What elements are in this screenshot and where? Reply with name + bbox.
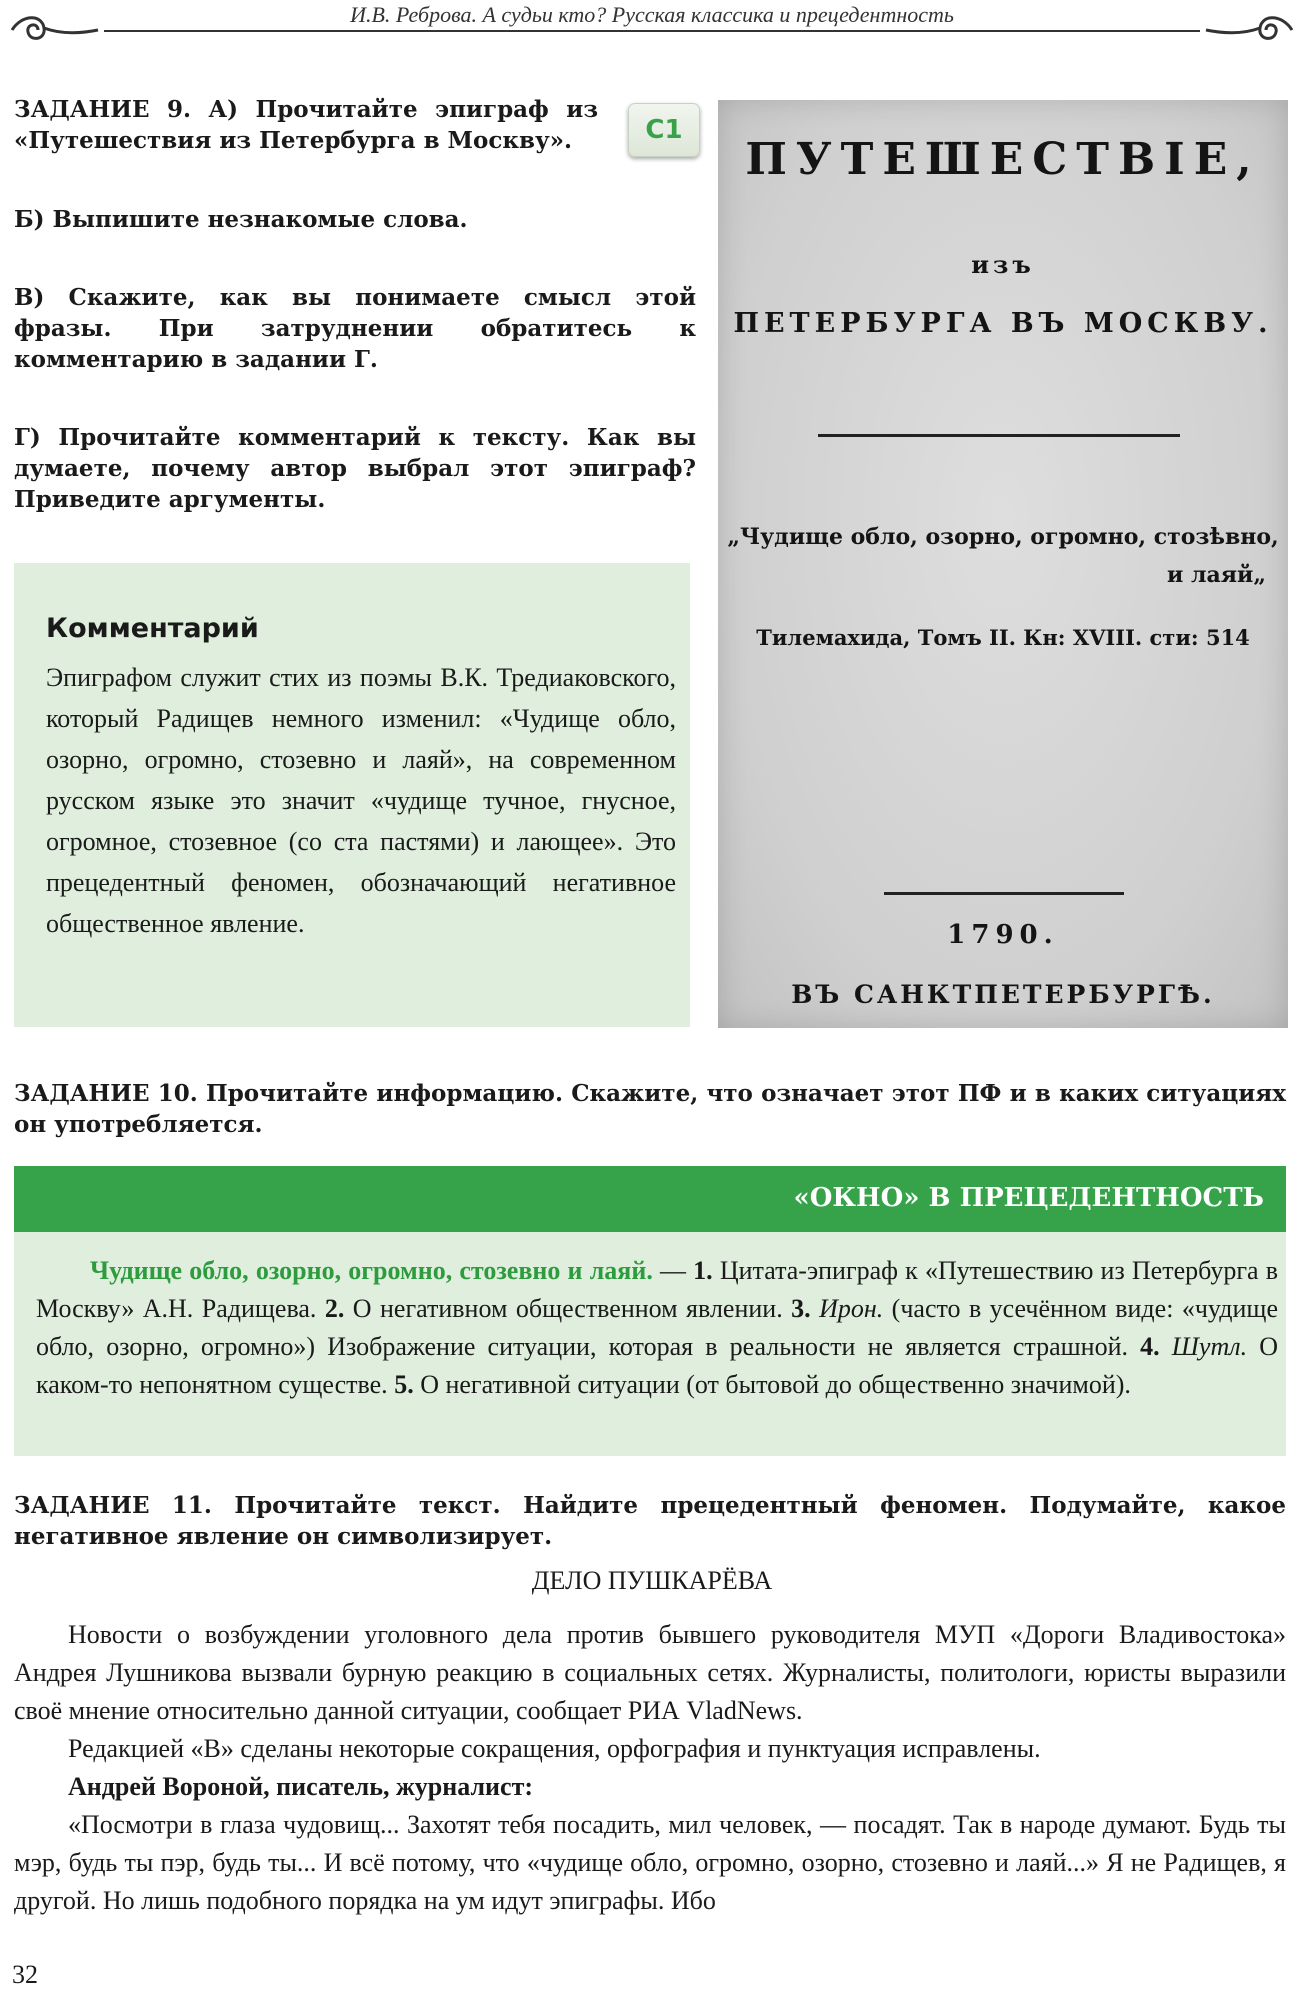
title-page-epigraph-line2: и лаяй„ <box>1167 562 1266 588</box>
article-title: ДЕЛО ПУШКАРЁВА <box>531 1566 773 1595</box>
title-page-cities: ПЕТЕРБУРГА ВЪ МОСКВУ. <box>733 308 1273 339</box>
title-page-epigraph-line1: „Чудище обло, озорно, огромно, стозѣвно, <box>727 524 1279 550</box>
comment-heading: Комментарий <box>46 613 259 644</box>
window-header <box>14 1166 1286 1232</box>
article-paragraph-2: Редакцией «В» сделаны некоторые сокращения, орфография и пунктуация исправлены. <box>68 1734 1041 1763</box>
book-title-page-image <box>718 100 1288 1028</box>
window-header-label: «ОКНО» В ПРЕЦЕДЕНТНОСТЬ <box>793 1183 1264 1213</box>
title-page-iz: изъ <box>971 250 1035 279</box>
precedent-phrase: Чудище обло, озорно, огромно, стозевно и лаяй. <box>90 1256 653 1285</box>
window-definition: Чудище обло, озорно, огромно, стозевно и лаяй. — 1. Цитата-эпиграф к «Путешествию из Петербурга в Москву» А.Н. Радищева. 2. О негативном общественном явлении. 3. Ирон. (часто в усечённом виде: «чудище обло, озорно, огромно») Изображение ситуации, которая в реальности не является страшной. 4. Шутл. О каком-то непонятном существе. 5. О негативной ситуации (от бытовой до общественно значимой). <box>36 1256 1279 1399</box>
task10-text: ЗАДАНИЕ 10. Прочитайте информацию. Скажите, что означает этот ПФ и в каких ситуациях он употребляется. <box>14 1080 1286 1138</box>
title-page-title: ПУТЕШЕСТВІЕ, <box>745 134 1261 185</box>
article-author: Андрей Вороной, писатель, журналист: <box>68 1772 534 1801</box>
title-page-year: 1790. <box>947 920 1059 950</box>
title-page-place: ВЪ САНКТПЕТЕРБУРГѢ. <box>791 980 1215 1009</box>
header-rule <box>104 30 1200 32</box>
article-paragraph-1: Новости о возбуждении уголовного дела против бывшего руководителя МУП «Дороги Владивостока» Андрея Лушникова вызвали бурную реакцию в социальных сетях. Журналисты, политологи, юристы выразили своё мнение относительно данной ситуации, сообщает РИА VladNews. <box>14 1620 1286 1725</box>
comment-body: Эпиграфом служит стих из поэмы В.К. Тредиаковского, который Радищев немного изменил: «Чудище обло, озорно, огромно, стозевно и лаяй», на современном русском языке это значит «чудище тучное, гнусное, огромное, стозевное (со ста пастями) и лающее». Это прецедентный феномен, обозначающий негативное общественное явление. <box>46 663 676 938</box>
article-paragraph-3: «Посмотри в глаза чудовищ... Захотят тебя посадить, мил человек, — посадят. Так в народе думают. Будь ты мэр, будь ты пэр, будь ты... И всё потому, что «чудище обло, огромно, озорно, стозевно и лаяй...» Я не Радищев, я другой. Но лишь подобного порядка на ум идут эпиграфы. Ибо <box>14 1810 1286 1915</box>
running-title: И.В. Реброва. А судьи кто? Русская классика и прецедентность <box>350 2 954 27</box>
task9-v: В) Скажите, как вы понимаете смысл этой фразы. При затруднении обратитесь к комментарию в задании Г. <box>14 284 696 373</box>
task9-a: ЗАДАНИЕ 9. А) Прочитайте эпиграф из «Путешествия из Петербурга в Москву». <box>14 96 598 154</box>
page-number: 32 <box>12 1960 38 1989</box>
title-page-rule <box>818 434 1180 437</box>
running-header <box>0 0 1304 40</box>
task9-g: Г) Прочитайте комментарий к тексту. Как вы думаете, почему автор выбрал этот эпиграф? Приведите аргументы. <box>14 424 696 513</box>
task9-b: Б) Выпишите незнакомые слова. <box>14 206 468 233</box>
level-badge: С1 <box>628 103 700 157</box>
right-flourish-icon <box>1204 12 1296 48</box>
task11-text: ЗАДАНИЕ 11. Прочитайте текст. Найдите прецедентный феномен. Подумайте, какое негативное явление он символизирует. <box>14 1492 1286 1550</box>
window-box <box>14 1232 1286 1456</box>
title-page-source: Тилемахида, Томъ II. Кн: XVIII. сти: 514 <box>756 625 1250 650</box>
title-page-rule-2 <box>884 892 1124 895</box>
comment-box <box>14 563 690 1027</box>
